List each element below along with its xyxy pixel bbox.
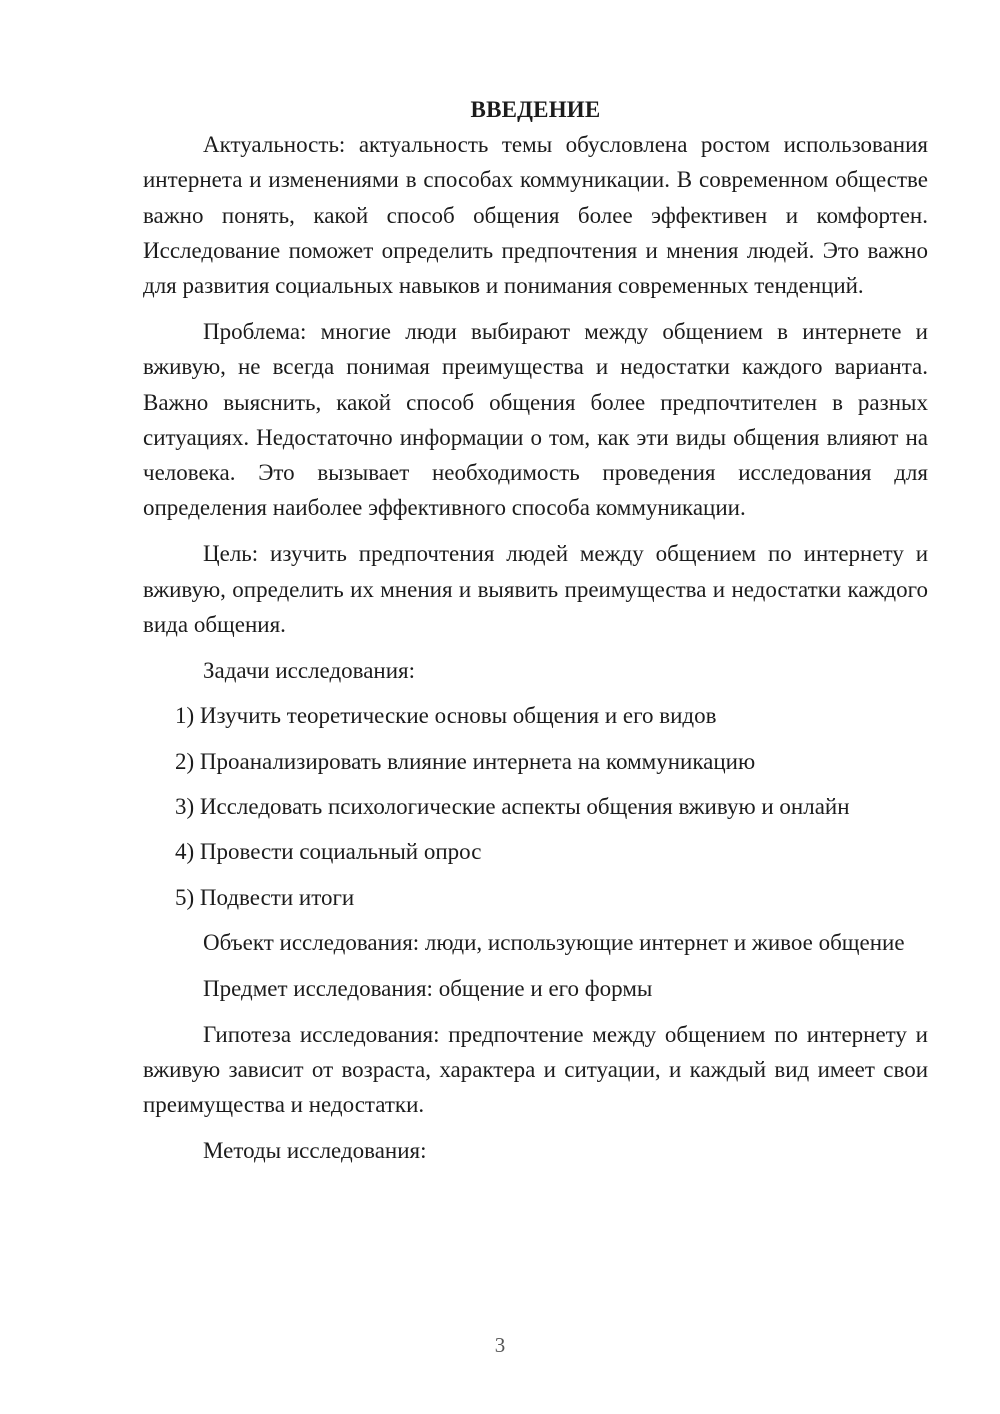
task-item: 4) Провести социальный опрос — [175, 839, 482, 865]
paragraph-methods: Методы исследования: — [203, 1137, 427, 1163]
paragraph-relevance: Актуальность: актуальность темы обусловлена ростом использования интернета и изменениями в способах коммуникации. В современном обществе важно понять, какой способ общения более эффективен и комфортен. Исследование поможет определить предпочтения и мнения людей. Это важно для развития социальных навыков и понимания современных тенденций. — [143, 132, 928, 299]
document-page — [143, 92, 928, 1179]
task-item: 1) Изучить теоретические основы общения и его видов — [175, 703, 717, 729]
section-title: ВВЕДЕНИЕ — [470, 97, 601, 122]
paragraph-object: Объект исследования: люди, использующие интернет и живое общение — [203, 929, 905, 955]
page-number: 3 — [494, 1333, 506, 1357]
paragraph-problem: Проблема: многие люди выбирают между общением в интернете и вживую, не всегда понимая преимущества и недостатки каждого варианта. Важно выяснить, какой способ общения более предпочтителен в разных ситуациях. Недостаточно информации о том, как эти виды общения влияют на человека. Это вызывает необходимость проведения исследования для определения наиболее эффективного способа коммуникации. — [143, 318, 928, 521]
paragraph-hypothesis: Гипотеза исследования: предпочтение между общением по интернету и вживую зависит от возраста, характера и ситуации, и каждый вид имеет свои преимущества и недостатки. — [143, 1021, 928, 1118]
task-item: 5) Подвести итоги — [175, 884, 355, 910]
paragraph-tasks-heading: Задачи исследования: — [203, 657, 416, 683]
paragraph-subject: Предмет исследования: общение и его формы — [203, 975, 653, 1001]
paragraph-goal: Цель: изучить предпочтения людей между общением по интернету и вживую, определить их мнения и выявить преимущества и недостатки каждого вида общения. — [143, 541, 928, 637]
task-item: 3) Исследовать психологические аспекты общения вживую и онлайн — [175, 794, 850, 820]
task-item: 2) Проанализировать влияние интернета на коммуникацию — [175, 748, 756, 774]
task-list — [143, 698, 928, 914]
